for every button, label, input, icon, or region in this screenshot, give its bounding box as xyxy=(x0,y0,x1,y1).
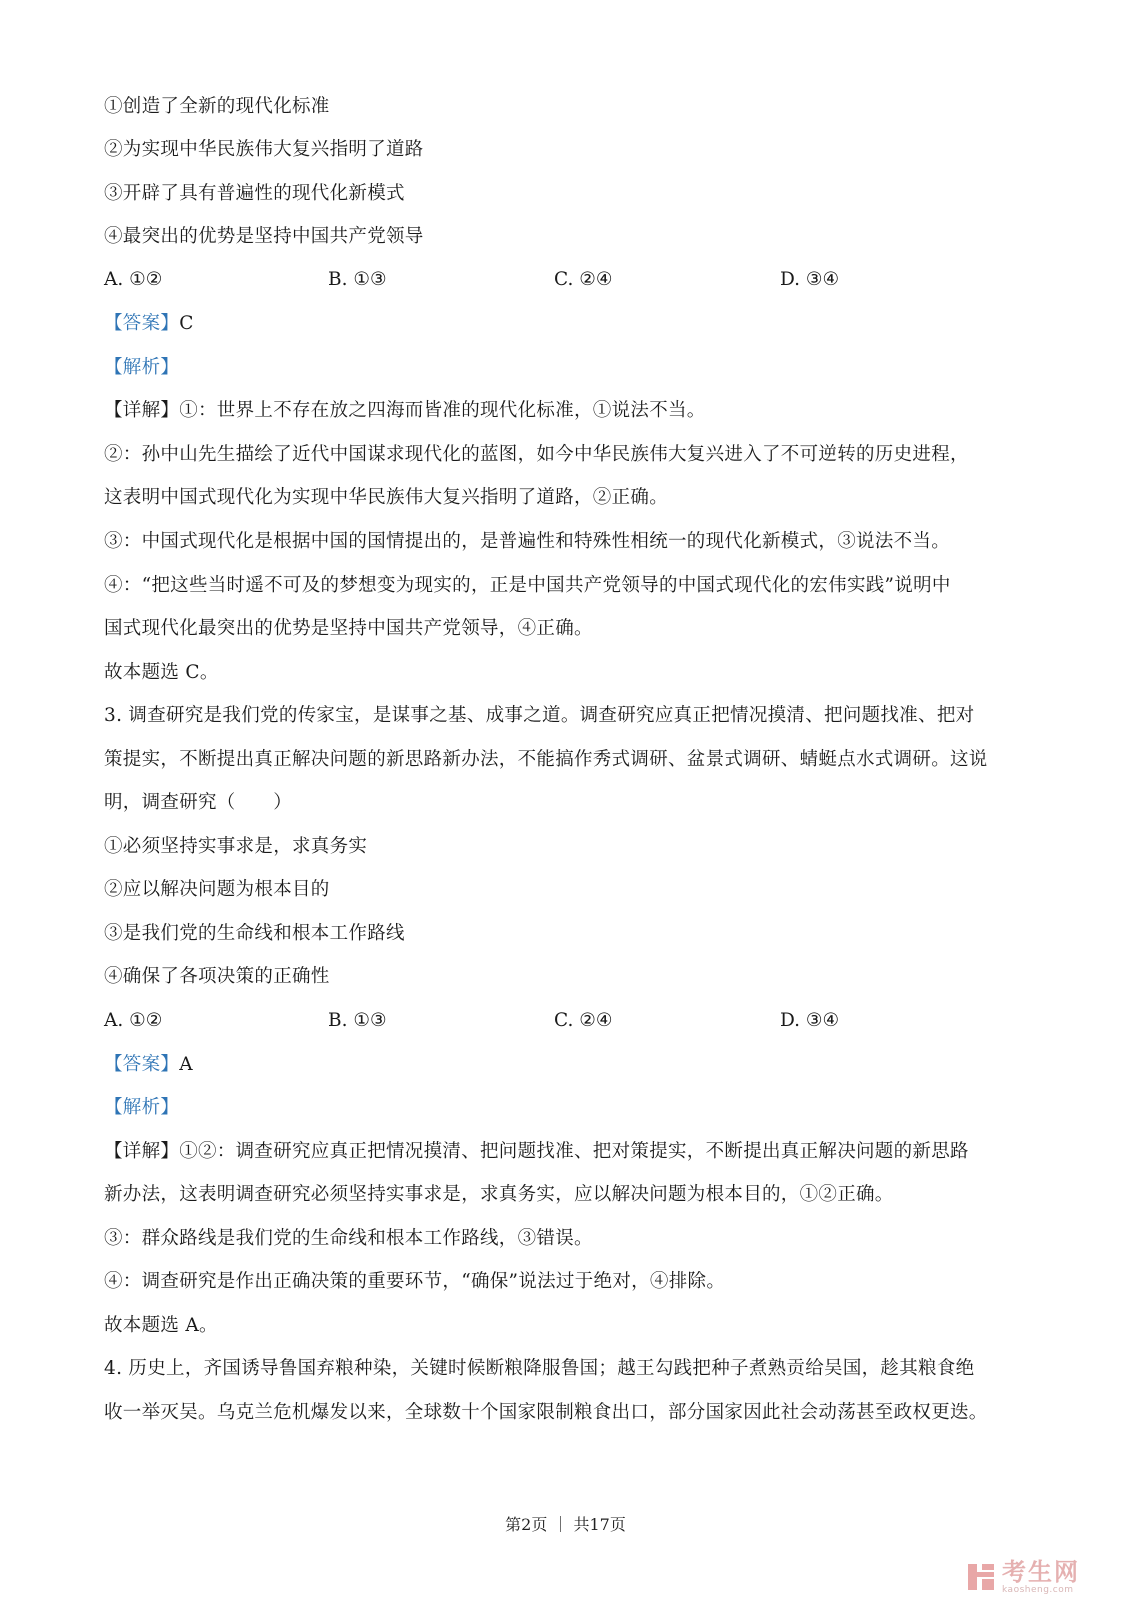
q3-stem-1: 3. 调查研究是我们党的传家宝，是谋事之基、成事之道。调查研究应真正把情况摸清、把问题找准、把对 xyxy=(104,705,975,726)
q3-option-a: A. ①② xyxy=(104,1010,163,1031)
q2-item-3: ③开辟了具有普遍性的现代化新模式 xyxy=(104,183,405,204)
watermark-brand: 考生网 xyxy=(1002,1557,1080,1586)
q2-detail-4: ③：中国式现代化是根据中国的国情提出的，是普遍性和特殊性相统一的现代化新模式，③说法不当。 xyxy=(104,531,951,552)
q2-detail-1: 【详解】①：世界上不存在放之四海而皆准的现代化标准，①说法不当。 xyxy=(104,400,706,421)
analysis-tag: 【解析】 xyxy=(104,357,180,378)
q3-option-c: C. ②④ xyxy=(554,1010,613,1031)
q2-option-b: B. ①③ xyxy=(328,269,387,290)
q2-analysis-heading xyxy=(104,355,179,381)
q2-item-4: ④最突出的优势是坚持中国共产党领导 xyxy=(104,226,424,247)
answer-value: A xyxy=(179,1054,193,1075)
q4-stem-2: 收一举灭吴。乌克兰危机爆发以来，全球数十个国家限制粮食出口，部分国家因此社会动荡甚至政权更迭。 xyxy=(104,1402,988,1423)
q2-option-a: A. ①② xyxy=(104,269,163,290)
q3-detail-3: ③：群众路线是我们党的生命线和根本工作路线，③错误。 xyxy=(104,1228,593,1249)
q2-item-1: ①创造了全新的现代化标准 xyxy=(104,96,330,117)
page-number: 第2页 ｜ 共17页 xyxy=(505,1515,626,1534)
answer-tag: 【答案】 xyxy=(104,1054,180,1075)
q2-detail-3: 这表明中国式现代化为实现中华民族伟大复兴指明了道路，②正确。 xyxy=(104,487,669,508)
q3-detail-1: 【详解】①②：调查研究应真正把情况摸清、把问题找准、把对策提实，不断提出真正解决问题的新思路 xyxy=(104,1141,969,1162)
q3-detail-2: 新办法，这表明调查研究必须坚持实事求是，求真务实，应以解决问题为根本目的，①②正确。 xyxy=(104,1184,894,1205)
q3-analysis-heading xyxy=(104,1095,179,1121)
q3-stem-3: 明，调查研究（ ） xyxy=(104,792,293,813)
q2-item-2: ②为实现中华民族伟大复兴指明了道路 xyxy=(104,139,424,160)
watermark xyxy=(966,1557,1080,1595)
q3-detail-4: ④：调查研究是作出正确决策的重要环节，“确保”说法过于绝对，④排除。 xyxy=(104,1271,726,1292)
detail-tag: 【详解】 xyxy=(104,1141,180,1162)
q3-item-3: ③是我们党的生命线和根本工作路线 xyxy=(104,923,405,944)
q4-stem-1: 4. 历史上，齐国诱导鲁国弃粮种染，关键时候断粮降服鲁国；越王勾践把种子煮熟贡给吴国，趁其粮食绝 xyxy=(104,1358,975,1379)
q2-detail-5: ④：“把这些当时遥不可及的梦想变为现实的，正是中国共产党领导的中国式现代化的宏伟实践”说明中 xyxy=(104,575,951,596)
answer-value: C xyxy=(179,313,194,334)
q2-conclusion: 故本题选 C。 xyxy=(104,662,219,683)
q3-item-1: ①必须坚持实事求是，求真务实 xyxy=(104,836,368,857)
q3-conclusion: 故本题选 A。 xyxy=(104,1315,218,1336)
q3-answer xyxy=(104,1052,193,1078)
answer-tag: 【答案】 xyxy=(104,313,180,334)
q3-option-b: B. ①③ xyxy=(328,1010,387,1031)
detail-tag: 【详解】 xyxy=(104,400,180,421)
q2-detail-6: 国式现代化最突出的优势是坚持中国共产党领导，④正确。 xyxy=(104,618,593,639)
watermark-url: kaosheng.com xyxy=(1002,1584,1074,1595)
q3-item-2: ②应以解决问题为根本目的 xyxy=(104,879,330,900)
q3-stem-2: 策提实，不断提出真正解决问题的新思路新办法，不能搞作秀式调研、盆景式调研、蜻蜓点水式调研。这说 xyxy=(104,749,988,770)
analysis-tag: 【解析】 xyxy=(104,1097,180,1118)
brand-logo-icon xyxy=(966,1562,996,1592)
q3-option-d: D. ③④ xyxy=(780,1010,840,1031)
q2-detail-2: ②：孙中山先生描绘了近代中国谋求现代化的蓝图，如今中华民族伟大复兴进入了不可逆转的历史进程， xyxy=(104,444,969,465)
q2-option-c: C. ②④ xyxy=(554,269,613,290)
q3-item-4: ④确保了各项决策的正确性 xyxy=(104,966,330,987)
q2-answer xyxy=(104,311,194,337)
q2-option-d: D. ③④ xyxy=(780,269,840,290)
